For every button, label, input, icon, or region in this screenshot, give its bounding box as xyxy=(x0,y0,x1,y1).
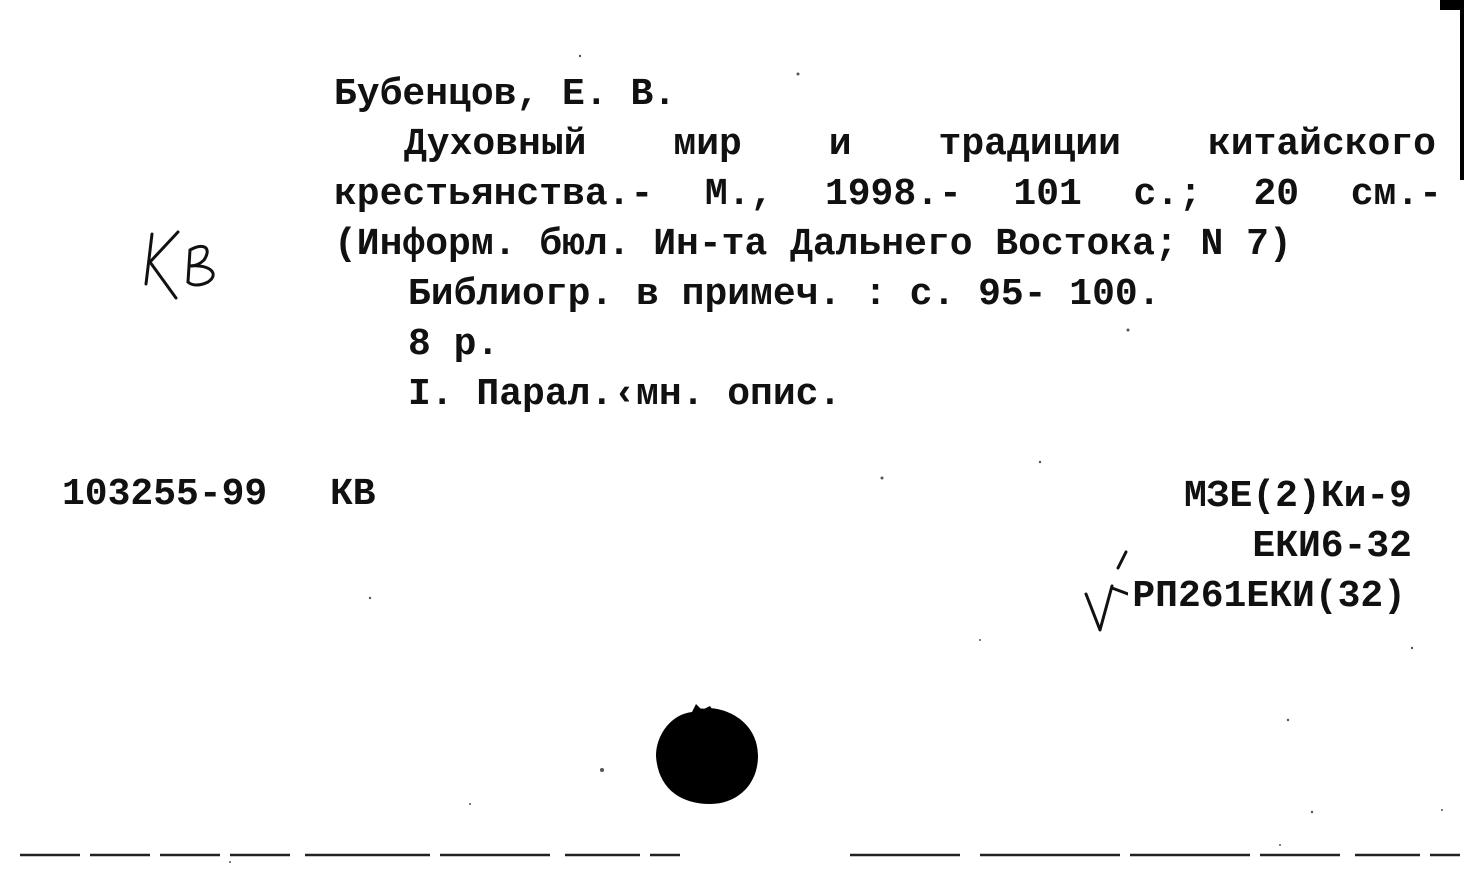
imprint-part: см.- xyxy=(1350,173,1442,216)
imprint-part: крестьянства.- xyxy=(334,173,654,216)
inventory-code: КВ xyxy=(330,473,376,516)
imprint-part: с.; xyxy=(1133,173,1202,216)
series-statement: (Информ. бюл. Ин-та Дальнего Востока; N 7) xyxy=(334,223,1292,266)
classification-1: МЗЕ(2)Ки-9 xyxy=(1183,475,1412,518)
title-line-1 xyxy=(404,123,1436,166)
inventory-number: 103255-99 xyxy=(62,473,268,516)
imprint-part: 20 xyxy=(1253,173,1300,216)
title-word: традиции xyxy=(938,123,1121,166)
classification-3: РП261ЕКИ(32) xyxy=(1132,575,1406,618)
punch-hole xyxy=(652,704,762,808)
classification-2: ЕКИ6-32 xyxy=(1252,525,1412,568)
handwritten-kv-mark xyxy=(138,222,238,312)
title-word: и xyxy=(828,123,852,166)
title-word: Духовный xyxy=(404,123,587,166)
author-heading: Бубенцов, Е. В. xyxy=(334,73,677,116)
title-line-2 xyxy=(334,173,1442,216)
price: 8 р. xyxy=(408,323,500,366)
check-mark-icon xyxy=(1082,548,1128,638)
tracing: I. Парал.‹мн. опис. xyxy=(408,373,842,416)
title-word: китайского xyxy=(1207,123,1436,166)
imprint-part: М., xyxy=(704,173,774,216)
imprint-part: 101 xyxy=(1013,173,1082,216)
bibliography-note: Библиогр. в примеч. : с. 95- 100. xyxy=(408,273,1161,316)
card-bottom-rule xyxy=(20,852,1460,858)
imprint-part: 1998.- xyxy=(824,173,962,216)
title-word: мир xyxy=(673,123,742,166)
